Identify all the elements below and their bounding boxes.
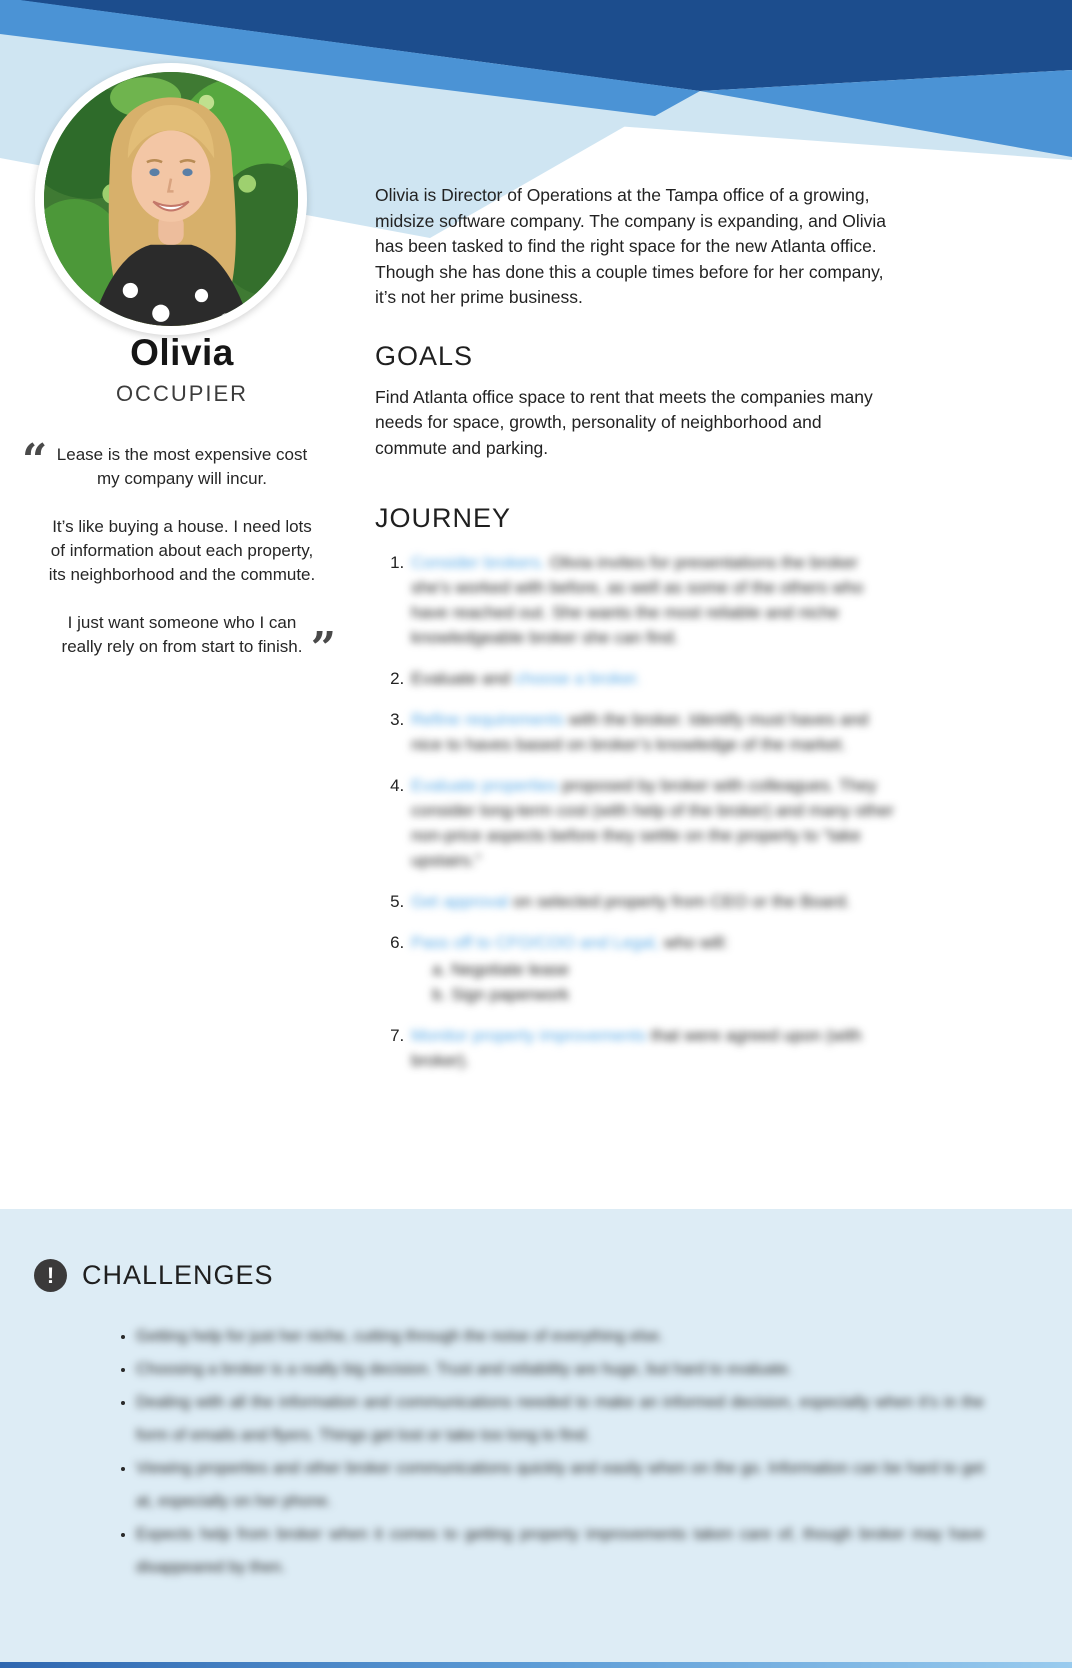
journey-link[interactable]: Evaluate properties bbox=[411, 776, 558, 795]
journey-step-7 bbox=[409, 1023, 897, 1073]
quote-paragraph: Lease is the most expensive cost my company will incur. bbox=[56, 445, 308, 488]
close-quote-icon: ” bbox=[310, 623, 336, 674]
journey-substep-b: b. Sign paperwork bbox=[451, 982, 897, 1007]
journey-link[interactable]: Get approval bbox=[411, 892, 509, 911]
journey-step-text: Consider brokers. Olivia invites for presentations the broker she’s worked with before, as well as some of the others who have reached out. She wants the most reliable and niche knowledgeable broker she can find. bbox=[411, 553, 864, 647]
journey-step-text: Refine requirements with the broker. Identify must haves and nice to haves based on broker’s knowledge of the market. bbox=[411, 710, 869, 754]
persona-name: Olivia bbox=[130, 332, 234, 373]
journey-link[interactable]: Pass off to CFO/COO and Legal, bbox=[411, 933, 660, 952]
challenge-item: • Dealing with all the information and communications needed to make an informed decision, especially when it’s in the form of emails and flyers. Things get lost or take too long to find. bbox=[136, 1386, 984, 1452]
challenges-section bbox=[0, 1209, 1072, 1668]
journey-heading: JOURNEY bbox=[375, 503, 512, 533]
goals-text: Find Atlanta office space to rent that meets the companies many needs for space, growth, personality of neighborhood and commute and parking. bbox=[375, 386, 873, 458]
journey-step-4 bbox=[409, 773, 897, 873]
journey-step-text: Monitor property improvements that were agreed upon (with broker). bbox=[411, 1026, 862, 1070]
journey-step-6 bbox=[409, 930, 897, 1007]
challenge-item: • Choosing a broker is a really big decision. Trust and reliability are huge, but hard to evaluate. bbox=[136, 1353, 984, 1386]
journey-step-3 bbox=[409, 707, 897, 757]
journey-step-1 bbox=[409, 550, 897, 650]
journey-link[interactable]: Monitor property improvements bbox=[411, 1026, 647, 1045]
challenge-item: • Expects help from broker when it comes to getting property improvements taken care of, though broker may have disappeared by then. bbox=[136, 1518, 984, 1584]
challenge-item: • Viewing properties and other broker communications quickly and easily when on the go. Information can be hard to get at, especially on her phone. bbox=[136, 1452, 984, 1518]
journey-list bbox=[375, 550, 897, 1073]
journey-step-2 bbox=[409, 666, 897, 691]
exclamation-icon: ! bbox=[34, 1259, 67, 1292]
left-column bbox=[14, 332, 350, 683]
right-column bbox=[375, 183, 897, 1089]
journey-step-text: Evaluate properties proposed by broker with colleagues. They consider long-term cost (with help of the broker) and many other non-price aspects before they settle on the property to “take upstairs.” bbox=[411, 776, 894, 870]
journey-step-text: Get approval on selected property from CEO or the Board. bbox=[411, 892, 851, 911]
goals-heading: GOALS bbox=[375, 340, 474, 371]
quote-paragraph: It’s like buying a house. I need lots of information about each property, its neighborhood and the commute. bbox=[48, 517, 316, 584]
quote-paragraph: I just want someone who I can really rely on from start to finish. bbox=[61, 613, 303, 656]
journey-step-5 bbox=[409, 889, 897, 914]
challenges-heading: CHALLENGES bbox=[82, 1260, 274, 1290]
journey-step-text: Evaluate and choose a broker. bbox=[411, 669, 641, 688]
challenges-list bbox=[100, 1320, 984, 1584]
journey-link[interactable]: Refine requirements bbox=[411, 710, 565, 729]
profile-photo bbox=[35, 63, 307, 335]
challenge-item: • Getting help for just her niche, cutting through the noise of everything else. bbox=[136, 1320, 984, 1353]
persona-role: OCCUPIER bbox=[115, 381, 249, 406]
persona-quote bbox=[14, 435, 350, 674]
profile-photo-illustration bbox=[44, 72, 298, 326]
journey-link[interactable]: Consider brokers. bbox=[411, 553, 546, 572]
persona-bio: Olivia is Director of Operations at the Tampa office of a growing, midsize software company. The company is expanding, and Olivia has been tasked to find the right space for the new Atlanta office. Though she has done this a couple times before for her company, it’s not her prime business. bbox=[375, 185, 886, 307]
journey-substeps bbox=[411, 957, 897, 1007]
open-quote-icon: “ bbox=[22, 435, 48, 486]
journey-substep-a: a. Negotiate lease bbox=[451, 957, 897, 982]
footer-accent-bar bbox=[0, 1662, 1072, 1668]
journey-link[interactable]: choose a broker. bbox=[514, 669, 641, 688]
challenges-header bbox=[34, 1259, 1072, 1292]
journey-step-text: Pass off to CFO/COO and Legal, who will: bbox=[411, 933, 729, 952]
